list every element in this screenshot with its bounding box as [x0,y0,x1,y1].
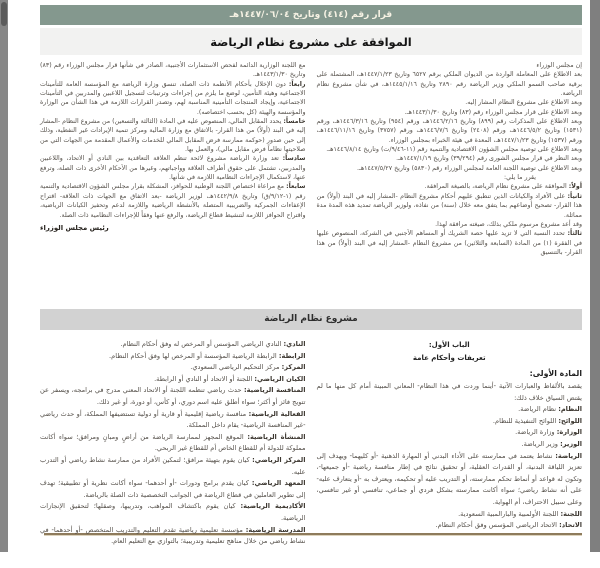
definition-item [40,409,306,432]
decree-paragraph [317,164,583,173]
chapter-title: الباب الأول: [428,341,470,349]
decree-paragraph [40,61,306,80]
paragraph-text: يقرر ما يلي: [504,174,536,182]
definition-item [317,427,583,439]
definition-item [40,478,306,501]
definition-term: الوزير: [560,439,582,448]
paragraph-text: وبعد النظر في قرار مجلس الشورى رقم (٣٩/٢٩٤) وتاريخ ١٤٤٧/١/١٩هـ. [396,155,582,163]
document-content [40,0,583,546]
paragraph-text: يقصد بالألفاظ والعبارات الآتية -أينما وردت في هذا النظام- المعاني المبينة أمام كل منها ما لم يقتض السياق خلاف ذلك: [316,382,582,402]
definition-text: كيان يقوم باكتشاف المواهب، وتدريبها، وصقلها؛ لتحقيق الإنجازات الرياضية. [40,502,306,522]
definition-text: منافسة رياضية إقليمية أو قارية أو دولية تستضيفها المملكة، أو حدث رياضي -غير المنافسة الرياضية- يقام داخل المملكة. [40,409,306,430]
definition-text: وزارة الرياضة. [515,428,555,437]
definition-text: الموقع المجهز لممارسة الرياضة من أراضٍ ومبانٍ ومرافق؛ سواء أكانت مملوكة للدولة أم للقطاع الخاص أم للقطاع غير الربحي. [40,432,306,453]
definition-term: المعهد الرياضي: [251,479,306,488]
paragraph-lead: ثالثاً: [567,230,582,238]
right-edge-strip [590,0,600,552]
definition-item [40,351,306,363]
paragraph-lead: خامساً: [283,118,306,126]
definition-term: المركز: [281,363,306,372]
definition-term: المركز الرياضي: [252,455,306,464]
decree-number-bar: قرار رقم (٤١٤) وتاريخ ١٤٤٧/٠٦/٠٤هـ [40,5,582,25]
definition-term: المنافسة الرياضية: [244,386,306,395]
definition-item [40,432,306,455]
definition-text: الرابطة الرياضية المؤسسة أو المرخص لها وفق أحكام النظام. [109,351,277,360]
decree-paragraph [40,154,306,182]
definition-term: الفعالية الرياضية: [248,409,306,418]
section-header-bar: مشروع نظام الرياضة [40,309,582,330]
definition-item [317,520,583,532]
article-intro [317,381,583,404]
decree-paragraph [317,173,583,182]
paragraph-text: دون الإخلال بأحكام الأنظمة ذات الصلة، تنسق وزارة الرياضة مع المؤسسة العامة للتأمينات الاجتماعية وهيئة التأمين، لوضع ما يلزم من إجراءات وترتيبات لتسجيل اللاعبين والمدربين في التأمينات الاجتماعية، وإيجاد المنتجات التأمينية المناسبة لهم، وتصدر القرارات اللازمة في هذا الشأن من الوزارة والمؤسسة والهيئة (كل بحسب اختصاصه). [40,80,306,116]
definition-term: اللوائح: [558,416,582,425]
paragraph-text: بعد الاطلاع على المعاملة الواردة من الديوان الملكي برقم ٦٥٢٧ وتاريخ ١٤٤٧/١/٢٣هـ، المشتملة على برقية صاحب السمو الملكي وزير الرياضة رقم ٢٨٩٠ وتاريخ ١٤٤٥/١/١٦هـ، في شأن مشروع نظام الرياضة. [316,71,583,98]
definition-item [317,404,583,416]
decree-paragraph [317,154,583,163]
definition-item [317,439,583,451]
paragraph-text: يحدد المقابل المالي، المنصوص عليه في المادة (الثالثة والتسعين) من مشروع النظام -المشار إليه في البند (أولاً) من هذا القرار- بالاتفاق مع وزارة المالية ومركز تنمية الإيرادات غير النفطية، وذلك إلى حين صدور (حوكمة ممارسة فرض المقابل المالي للخدمات والأعمال المقدمة من الجهات التي من صلاحيتها نظاماً فرض مقابل مالي)، والعمل بها. [40,118,306,154]
signature-prime-minister: رئيس مجلس الوزراء [40,223,109,232]
definition-term: الاتحاد: [559,521,582,530]
definition-term: الرابطة: [278,351,306,360]
decree-paragraph [317,182,583,191]
definition-text: مؤسسة تعليمية رياضية تقدم التعليم والتدريب المتخصص -أو أحدهما- في نشاط رياضي من خلال مناهج تعليمية وتدريبية؛ بالتوازي مع التعليم العام. [40,525,306,546]
decree-column-right [317,61,583,301]
definition-text: وزير الرياضة. [521,439,558,448]
vertical-scrollbar-thumb[interactable] [1,2,7,26]
paragraph-text: الموافقة على مشروع نظام الرياضة، بالصيغة المرافقة. [424,183,567,191]
decree-paragraph [317,117,583,145]
definition-text: اللجنة الأولمبية والبارالمبية السعودية. [458,509,559,518]
system-body [40,339,582,546]
paragraph-text: تعد وزارة الرياضة مشروع لائحة تنظم العلاقة التعاقدية بين النادي أو الاتحاد، واللاعبين والمدربين، تشتمل على حقوق أطراف العلاقة وواجباتهم، وغيرها من الأحكام الأخرى ذات الصلة، وترفع عنها، لاستكمال الإجراءات النظامية اللازمة في شأنها. [40,155,306,182]
paragraph-text: على الأفراد والكيانات الذين تنطبق عليهم أحكام مشروع النظام -المشار إليه في البند (أولاً) من هذا القرار- تصحيح أوضاعهم بما يتفق معه خلال (سنة) من نفاذه، ولوزير الرياضة تمديد هذه المدة مدة مماثلة. [316,192,582,219]
decree-paragraph [317,61,583,70]
paragraph-text: وبعد الاطلاع على توصية مجلس الشؤون الاقتصادية والتنمية رقم (١١-٩/٤٦/ت) وتاريخ ١٤٤٦/٨/١٤هـ. [326,146,582,154]
paragraph-text: وبعد الاطلاع على المذكرات رقم (٨٩٩) وتاريخ ١٤٤٦/٢/١٦هـ، ورقم (٩٥٤) وتاريخ ١٤٤٦/٣/١٦هـ، ورقم (١٥٣١) وتاريخ ١٤٤٦/٥/٢هـ، ورقم (٢٤٠٨) وتاريخ ١٤٤٦/٧/٦هـ، ورقم (٣٧٥٧) وتاريخ ١٤٤٦/١١/١٦هـ، ورقم (١٥٣٧) وتاريخ ١٤٤٧/١/٢٣هـ، المعدة في هيئة الخبراء بمجلس الوزراء. [316,118,583,144]
definition-text: مركز التحكيم الرياضي السعودي. [190,363,280,372]
decree-paragraph [317,145,583,154]
decree-title: الموافقة على مشروع نظام الرياضة [40,28,582,55]
definition-term: النادي: [283,340,306,348]
definition-term: الوزارة: [556,428,582,437]
paragraph-lead: أولاً: [568,183,582,191]
definition-item [40,339,306,351]
decree-paragraph [317,220,583,229]
decree-column-left [40,61,306,301]
paragraph-text: مع مراعاة اختصاص اللجنة الوطنية للحوافز، المشكلة بقرار مجلس الشؤون الاقتصادية والتنمية رقم (١-٩/١٢/ق) وتاريخ ١٤٤٢/٩/٨هـ، لوزير الرياضة -بعد الاتفاق مع الجهات ذات العلاقة- اقتراح الإعفاءات الجمركية والضريبية المتصلة بالأنشطة الرياضية واللازمة لدعم وتحفيز الكيانات الرياضية، واقتراح الحوافز اللازمة لتنشيط قطاع الرياضة، والرفع عنها وفقاً للإجراءات النظامية ذات الصلة. [40,183,306,219]
definition-item [40,525,306,548]
paragraph-text: وبعد الاطلاع على مشروع النظام المشار إليه. [465,99,582,107]
definition-term: المنشأة الرياضية: [247,432,306,441]
definition-text: الاتحاد الرياضي المؤسس وفق أحكام النظام. [435,521,557,530]
decree-paragraph [317,70,583,98]
definition-text: كيان يقوم بتهيئة مرافق؛ لتمكين الأفراد من ممارسة نشاط رياضي أو التدرب عليه. [40,455,306,476]
article-heading: المادة الأولى: [529,369,582,378]
definition-text: النادي الرياضي المؤسس أو المرخص له وفق أحكام النظام. [120,340,282,348]
paragraph-text: وبعد الاطلاع على توصية اللجنة العامة لمجلس الوزراء رقم (٥٨٣٠) وتاريخ ١٤٤٧/٥/٢٧هـ. [356,164,582,172]
decree-paragraph [317,108,583,117]
decree-body [40,61,582,301]
definition-term: الرياضة: [555,451,582,460]
decree-paragraph [317,229,583,257]
definition-item [40,374,306,386]
definition-term: الكيان الرياضي: [254,374,306,383]
definition-item [40,501,306,524]
system-column-left [40,339,306,546]
definition-item [317,451,583,509]
paragraph-text: وبعد الاطلاع على قرار مجلس الوزراء رقم (٨٣) وتاريخ ١٤٤٣/١/٣٠هـ. [404,108,582,116]
decree-paragraph [317,192,583,220]
definition-text: كيان يقدم برامج ودورات -أو أحدهما- سواء أكانت نظرية أو تطبيقية؛ تهدف إلى تطوير العاملين في قطاع الرياضة في الجوانب التخصصية ذات الصلة بالرياضة. [40,479,306,499]
vertical-scrollbar-track[interactable] [0,0,8,552]
definition-term: المدرسة الرياضية: [245,525,306,534]
definition-item [40,362,306,374]
paragraph-lead: سادساً: [282,155,306,163]
paragraph-lead: سابعاً: [286,183,306,191]
paragraph-lead: ثانياً: [567,192,582,200]
decree-paragraph [40,80,306,117]
chapter-subtitle: تعريفات وأحكام عامة [412,354,486,362]
definition-text: نشاط يعتمد في ممارسته على الأداء البدني أو المهارة الذهنية -أو كليهما- ويهدف إلى تعزيز اللياقة البدنية، أو القدرات العقلية، أو تحقيق نتائج في إطار منافسة رياضية -أو جميعها-، وتكون له قواعد أو أنماط تحكم ممارسته، أو التدريب عليه أو تحكيمه، ويعترف به -أو يتعارف عليه- على أنه نشاط رياضي؛ سواء أكانت ممارسته بشكل فردي أو جماعي، تنافسي أو غير تنافسي، وعلى سبيل الاحتراف، أم الهواية. [316,451,582,506]
paragraph-text: وقد أعد مشروع مرسوم ملكي بذلك، صيغته مرافقة لهذا. [435,220,582,228]
paragraph-text: إن مجلس الوزراء [536,62,582,69]
decree-paragraph [40,182,306,219]
definition-term: النظام: [558,405,582,414]
definition-text: نظام الرياضة. [518,405,557,414]
paragraph-lead: رابعاً: [288,80,306,88]
definition-item [317,509,583,521]
definition-item [40,455,306,478]
decree-paragraph [317,98,583,107]
definition-term: الأكاديمية الرياضية: [240,502,306,511]
definition-text: اللوائح التنفيذية للنظام. [492,416,557,425]
decree-paragraph [40,117,306,154]
paragraph-text: تحدد النسبة التي لا تزيد عليها حصة الشريك أو المساهم الأجنبي في الشركة، المنصوص عليها في الفقرة (١) من المادة (السابعة والثلاثين) من مشروع النظام -المشار إليه في البند (أولاً) من هذا القرار- بالتنسيق [316,230,582,256]
definition-item [317,416,583,428]
definition-term: اللجنة: [560,509,582,518]
system-column-right [316,339,583,530]
chapter-heading [317,339,583,365]
definition-text: اللجنة أو الاتحاد أو النادي أو الرابطة. [154,374,253,383]
definition-text: حدث رياضي تنظمه اللجنة أو الاتحاد المعني مدرج في برامجه، ويسفر عن تتويج فائز أو أكثر؛ سواء أطلق عليه اسم دوري، أو كأس، أو دورة، أو غير ذلك. [40,386,306,406]
paragraph-text: مع اللجنة الوزارية الدائمة لفحص الاستثمارات الأجنبية، الصادر في شأنها قرار مجلس الوزراء رقم (٨٣) وتاريخ ١٤٤٣/١/٣٠هـ. [40,62,306,79]
definition-item [40,385,306,408]
